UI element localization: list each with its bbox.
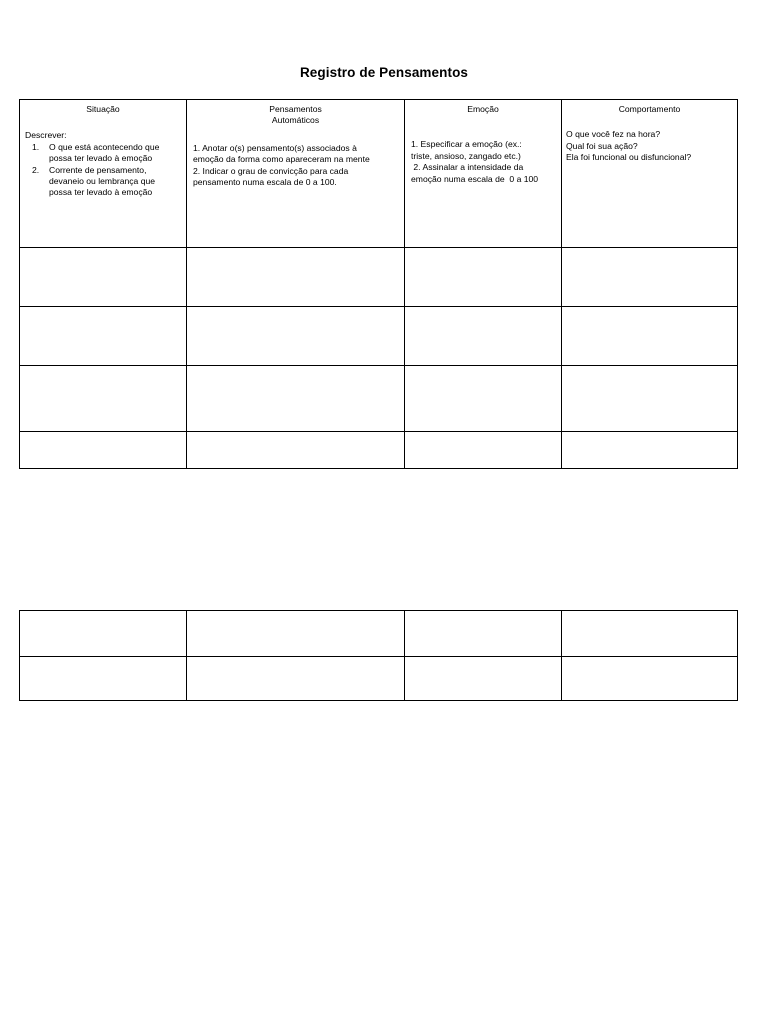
table-cell-pensamentos[interactable] <box>187 611 405 657</box>
table-cell-situacao[interactable] <box>20 611 187 657</box>
table-cell-emocao[interactable] <box>405 611 562 657</box>
header-cell-situacao <box>20 100 187 248</box>
header-cell-pensamentos <box>187 100 405 248</box>
page-title: Registro de Pensamentos <box>299 65 469 80</box>
situacao-instruction-1: 1. O que está acontecendo que possa ter levado à emoção <box>32 141 160 164</box>
table-row <box>20 611 738 657</box>
emocao-instructions: 1. Especificar a emoção (ex.: triste, ansioso, zangado etc.) 2. Assinalar a intensidade da emoção numa escala de 0 a 100 <box>411 139 539 184</box>
table-cell-comportamento[interactable] <box>562 248 738 307</box>
table-cell-emocao[interactable] <box>405 366 562 432</box>
table-cell-situacao[interactable] <box>20 366 187 432</box>
column-header-emocao: Emoção <box>467 104 499 114</box>
header-row <box>20 100 738 248</box>
column-header-situacao: Situação <box>86 104 120 114</box>
table-cell-comportamento[interactable] <box>562 657 738 701</box>
table-cell-situacao[interactable] <box>20 432 187 469</box>
situacao-intro: Descrever: <box>25 130 67 141</box>
table-cell-situacao[interactable] <box>20 657 187 701</box>
table-cell-pensamentos[interactable] <box>187 657 405 701</box>
table-cell-comportamento[interactable] <box>562 611 738 657</box>
thought-record-table-continued <box>19 610 738 701</box>
table-cell-emocao[interactable] <box>405 657 562 701</box>
header-cell-comportamento <box>562 100 738 248</box>
table-row <box>20 307 738 366</box>
table-cell-situacao[interactable] <box>20 248 187 307</box>
table-cell-comportamento[interactable] <box>562 432 738 469</box>
table-cell-pensamentos[interactable] <box>187 366 405 432</box>
table-cell-pensamentos[interactable] <box>187 248 405 307</box>
pensamentos-instructions: 1. Anotar o(s) pensamento(s) associados à emoção da forma como apareceram na mente 2. Indicar o grau de convicção para cada pensamento numa escala de 0 a 100. <box>193 142 370 188</box>
table-cell-emocao[interactable] <box>405 432 562 469</box>
table-cell-pensamentos[interactable] <box>187 307 405 366</box>
header-cell-emocao <box>405 100 562 248</box>
table-cell-pensamentos[interactable] <box>187 432 405 469</box>
situacao-instructions <box>20 142 186 199</box>
table-row <box>20 432 738 469</box>
table-cell-situacao[interactable] <box>20 307 187 366</box>
table-cell-emocao[interactable] <box>405 307 562 366</box>
comportamento-instructions: O que você fez na hora? Qual foi sua ação? Ela foi funcional ou disfuncional? <box>566 129 692 163</box>
table-row <box>20 366 738 432</box>
table-cell-emocao[interactable] <box>405 248 562 307</box>
column-header-pensamentos: Pensamentos Automáticos <box>269 104 322 126</box>
table-row <box>20 248 738 307</box>
situacao-instruction-2: 2. Corrente de pensamento, devaneio ou lembrança que possa ter levado à emoção <box>32 164 156 198</box>
table-cell-comportamento[interactable] <box>562 307 738 366</box>
table-row <box>20 657 738 701</box>
column-header-comportamento: Comportamento <box>618 104 681 114</box>
table-cell-comportamento[interactable] <box>562 366 738 432</box>
thought-record-table <box>19 99 738 469</box>
